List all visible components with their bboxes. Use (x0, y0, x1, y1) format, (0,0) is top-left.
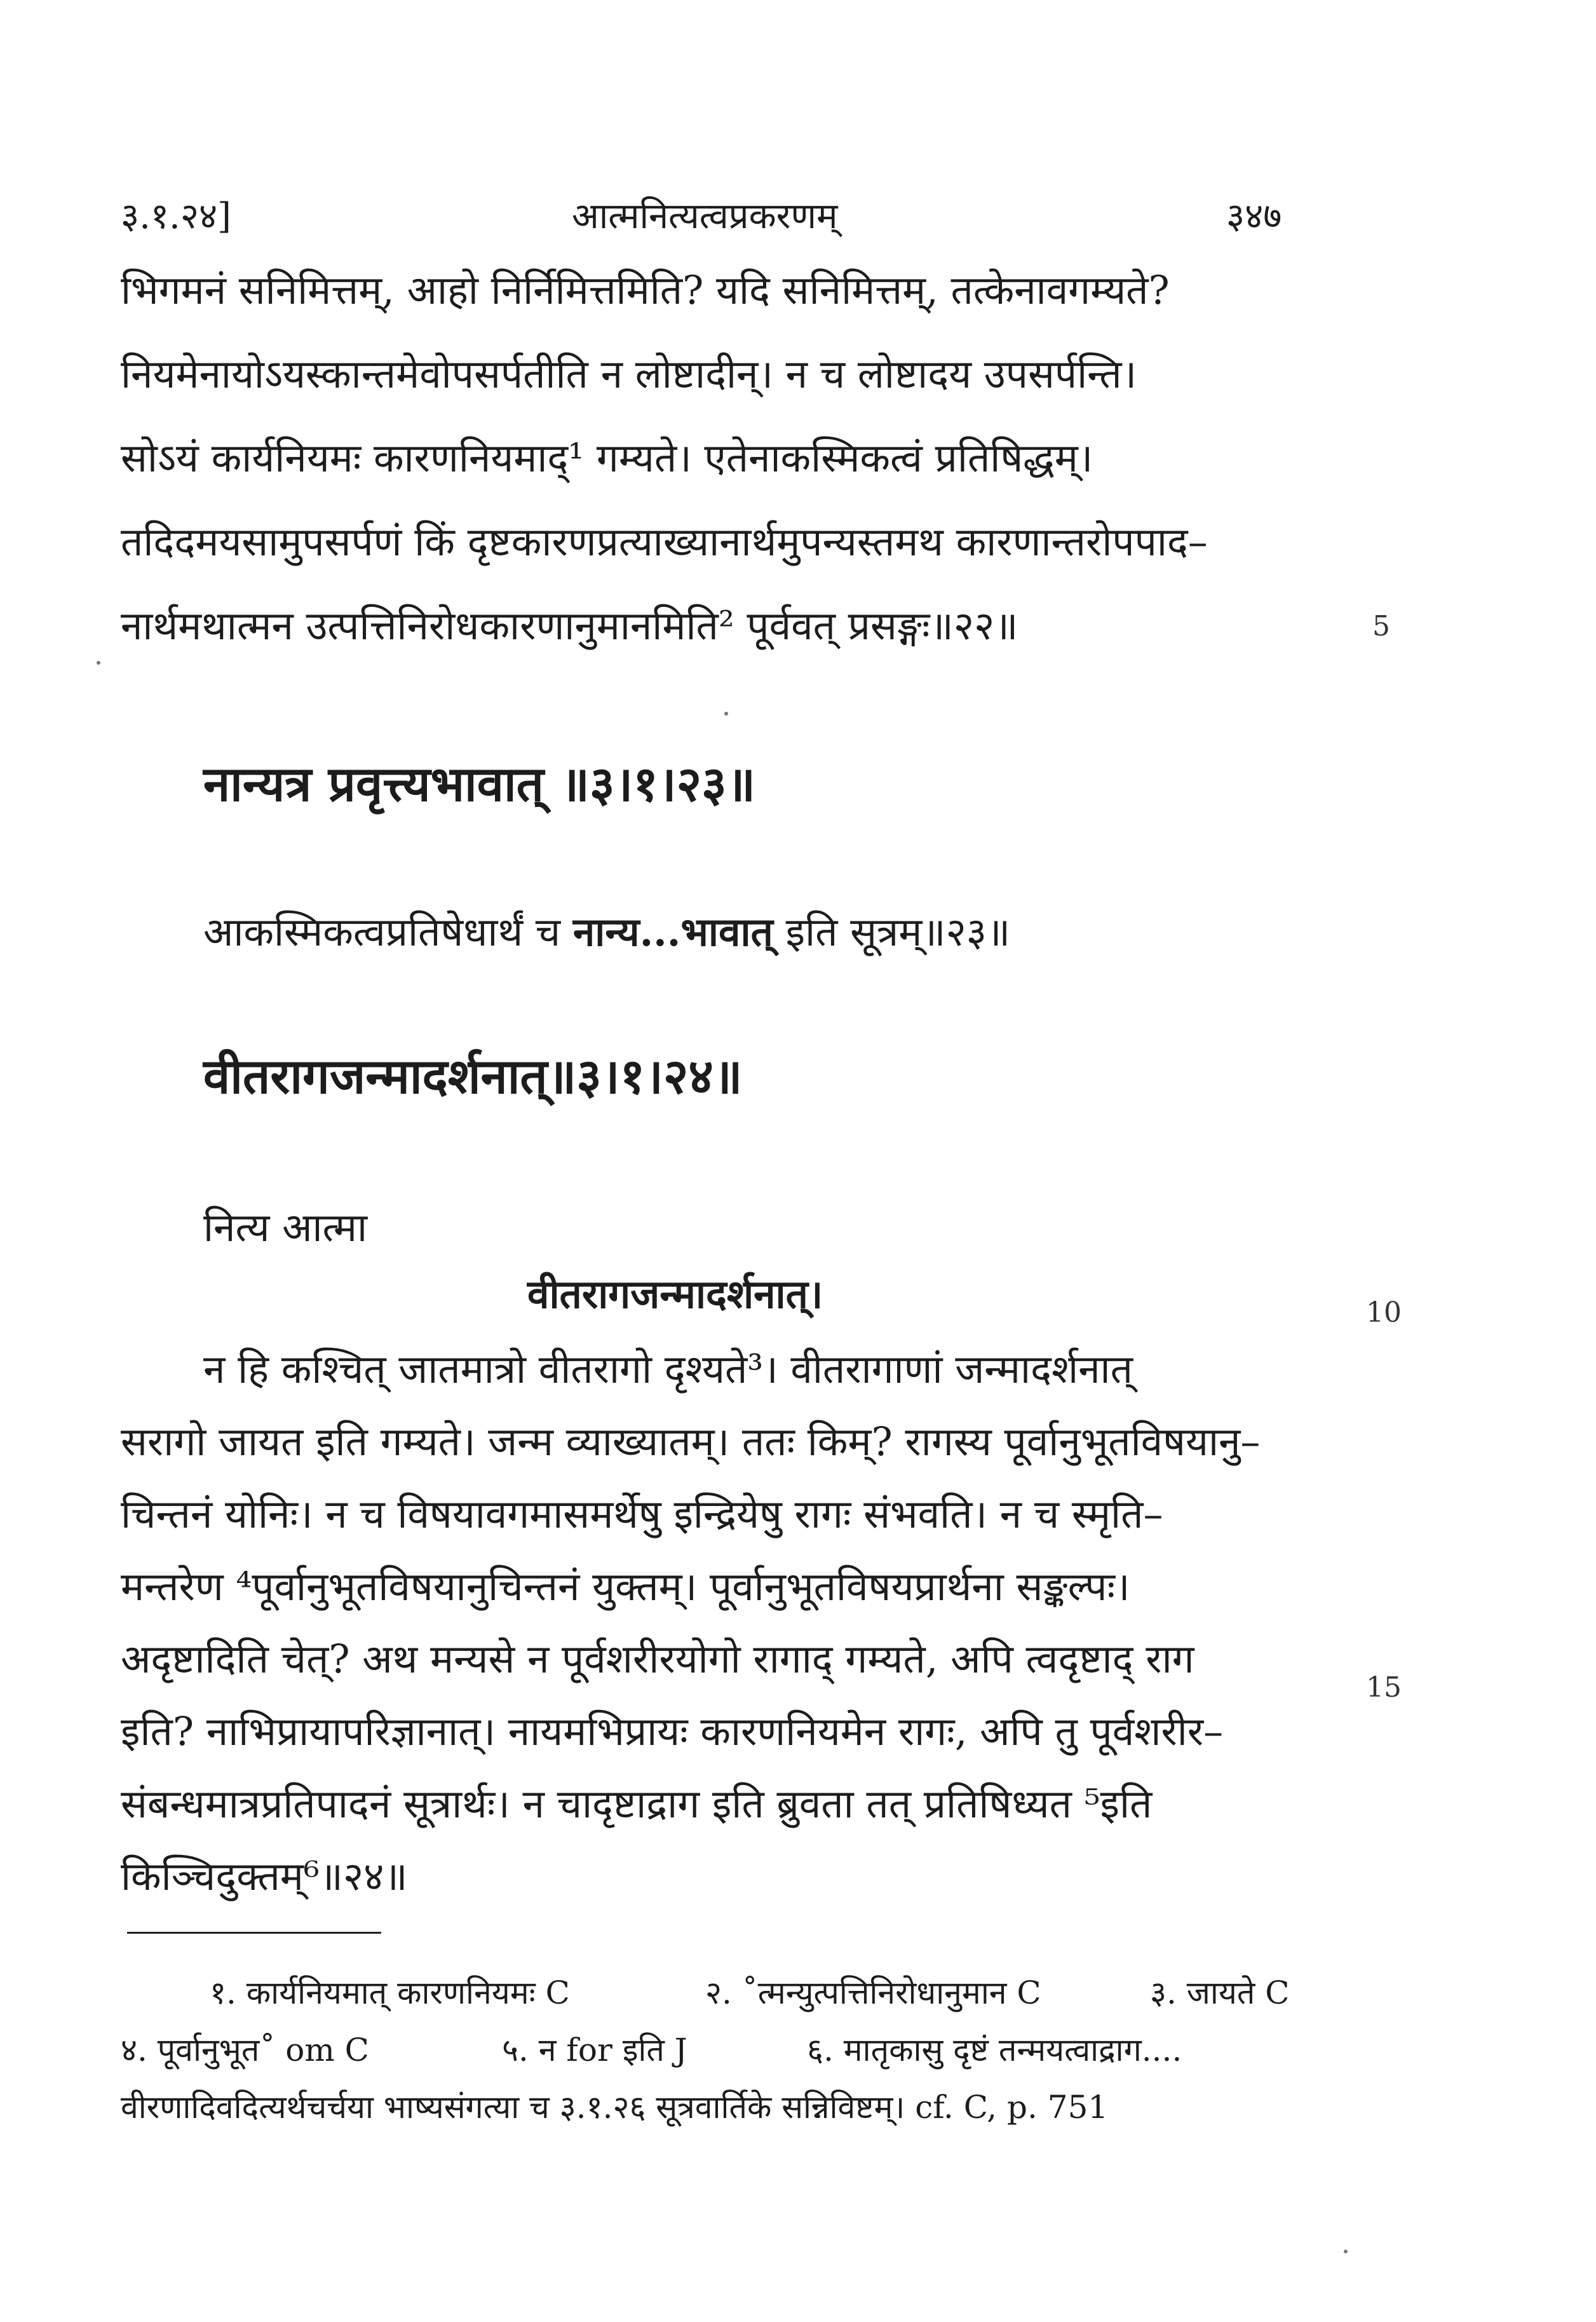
paragraph-1-line-1: भिगमनं सनिमित्तम्, आहो निर्निमित्तमिति? यदि सनिमित्तम्, तत्केनावगम्यते? (121, 267, 1170, 313)
paragraph-2-line-1: न हि कश्चित् जातमात्रो वीतरागो दृश्यते³। वीतरागाणां जन्मादर्शनात् (203, 1346, 1133, 1392)
paragraph-2-line-7: संबन्धमात्रप्रतिपादनं सूत्रार्थः। न चादृष्टाद्राग इति ब्रुवता तत् प्रतिषिध्यत ⁵इति (121, 1781, 1153, 1827)
paragraph-1-line-4: तदिदमयसामुपसर्पणं किं दृष्टकारणप्रत्याख्यानार्थमुपन्यस्तमथ कारणान्तरोपपाद– (121, 519, 1208, 565)
header-page-number: ३४७ (1226, 196, 1282, 237)
sutra-23-commentary (203, 909, 1010, 956)
footnote-5: ५. न for इति J (502, 2032, 687, 2068)
paragraph-2-line-5: अदृष्टादिति चेत्? अथ मन्यसे न पूर्वशरीरयोगो रागाद् गम्यते, अपि त्वदृष्टाद् राग (121, 1636, 1194, 1682)
commentary-text-pre: आकस्मिकत्वप्रतिषेधार्थं च (203, 909, 573, 955)
paragraph-2-line-8: किञ्चिदुक्तम्⁶॥२४॥ (121, 1853, 408, 1899)
sutra-23-heading: नान्यत्र प्रवृत्त्यभावात् ॥३।१।२३॥ (203, 756, 756, 812)
line-number-15: 15 (1366, 1671, 1402, 1704)
sutra-24-heading: वीतरागजन्मादर्शनात्॥३।१।२४॥ (203, 1048, 743, 1104)
scan-speck (1344, 2250, 1348, 2253)
scan-speck (97, 661, 100, 665)
footnote-1: १. कार्यनियमात् कारणनियमः C (210, 1974, 570, 2011)
scan-speck (724, 712, 728, 716)
footnote-3: ३. जायते C (1150, 1974, 1290, 2011)
commentary-text-post: इति सूत्रम्॥२३॥ (773, 909, 1011, 955)
footnote-6-continuation: वीरणादिवदित्यर्थचर्चया भाष्यसंगत्या च ३.१.२६ सूत्रवार्तिके सन्निविष्टम्। cf. C, p. 751 (121, 2089, 1109, 2126)
line-number-10: 10 (1366, 1296, 1402, 1329)
line-number-5: 5 (1372, 610, 1390, 642)
commentary-bold-quote: नान्य...भावात् (572, 909, 773, 955)
paragraph-1-line-2: नियमेनायोऽयस्कान्तमेवोपसर्पतीति न लोष्टादीन्। न च लोष्टादय उपसर्पन्ति। (121, 351, 1137, 397)
paragraph-2-line-3: चिन्तनं योनिः। न च विषयावगमासमर्थेषु इन्द्रियेषु रागः संभवति। न च स्मृति– (121, 1491, 1163, 1537)
paragraph-2-line-4: मन्तरेण ⁴पूर्वानुभूतविषयानुचिन्तनं युक्तम्। पूर्वानुभूतविषयप्रार्थना सङ्कल्पः। (121, 1563, 1130, 1610)
paragraph-2-line-2: सरागो जायत इति गम्यते। जन्म व्याख्यातम्। ततः किम्? रागस्य पूर्वानुभूतविषयानु– (121, 1418, 1261, 1465)
footnote-2: २. ˚त्मन्युत्पत्तिनिरोधानुमान C (705, 1974, 1041, 2011)
centered-sutra-quote: वीतरागजन्मादर्शनात्। (527, 1271, 823, 1317)
paragraph-2-line-6: इति? नाभिप्रायापरिज्ञानात्। नायमभिप्रायः कारणनियमेन रागः, अपि तु पूर्वशरीर– (121, 1708, 1224, 1755)
footnote-6: ६. मातृकासु दृष्टं तन्मयत्वाद्राग.... (807, 2032, 1182, 2068)
footnote-4: ४. पूर्वानुभूत˚ om C (121, 2032, 369, 2068)
paragraph-1-line-3: सोऽयं कार्यनियमः कारणनियमाद्¹ गम्यते। एतेनाकस्मिकत्वं प्रतिषिद्धम्। (121, 435, 1093, 481)
header-section: ३.१.२४] (121, 196, 231, 237)
paragraph-1-line-5: नार्थमथात्मन उत्पत्तिनिरोधकारणानुमानमिति² पूर्ववत् प्रसङ्गः॥२२॥ (121, 602, 1018, 649)
nitya-atma-label: नित्य आत्मा (203, 1204, 368, 1251)
header-title: आत्मनित्यत्वप्रकरणम् (572, 196, 838, 237)
footnote-rule (127, 1932, 381, 1934)
